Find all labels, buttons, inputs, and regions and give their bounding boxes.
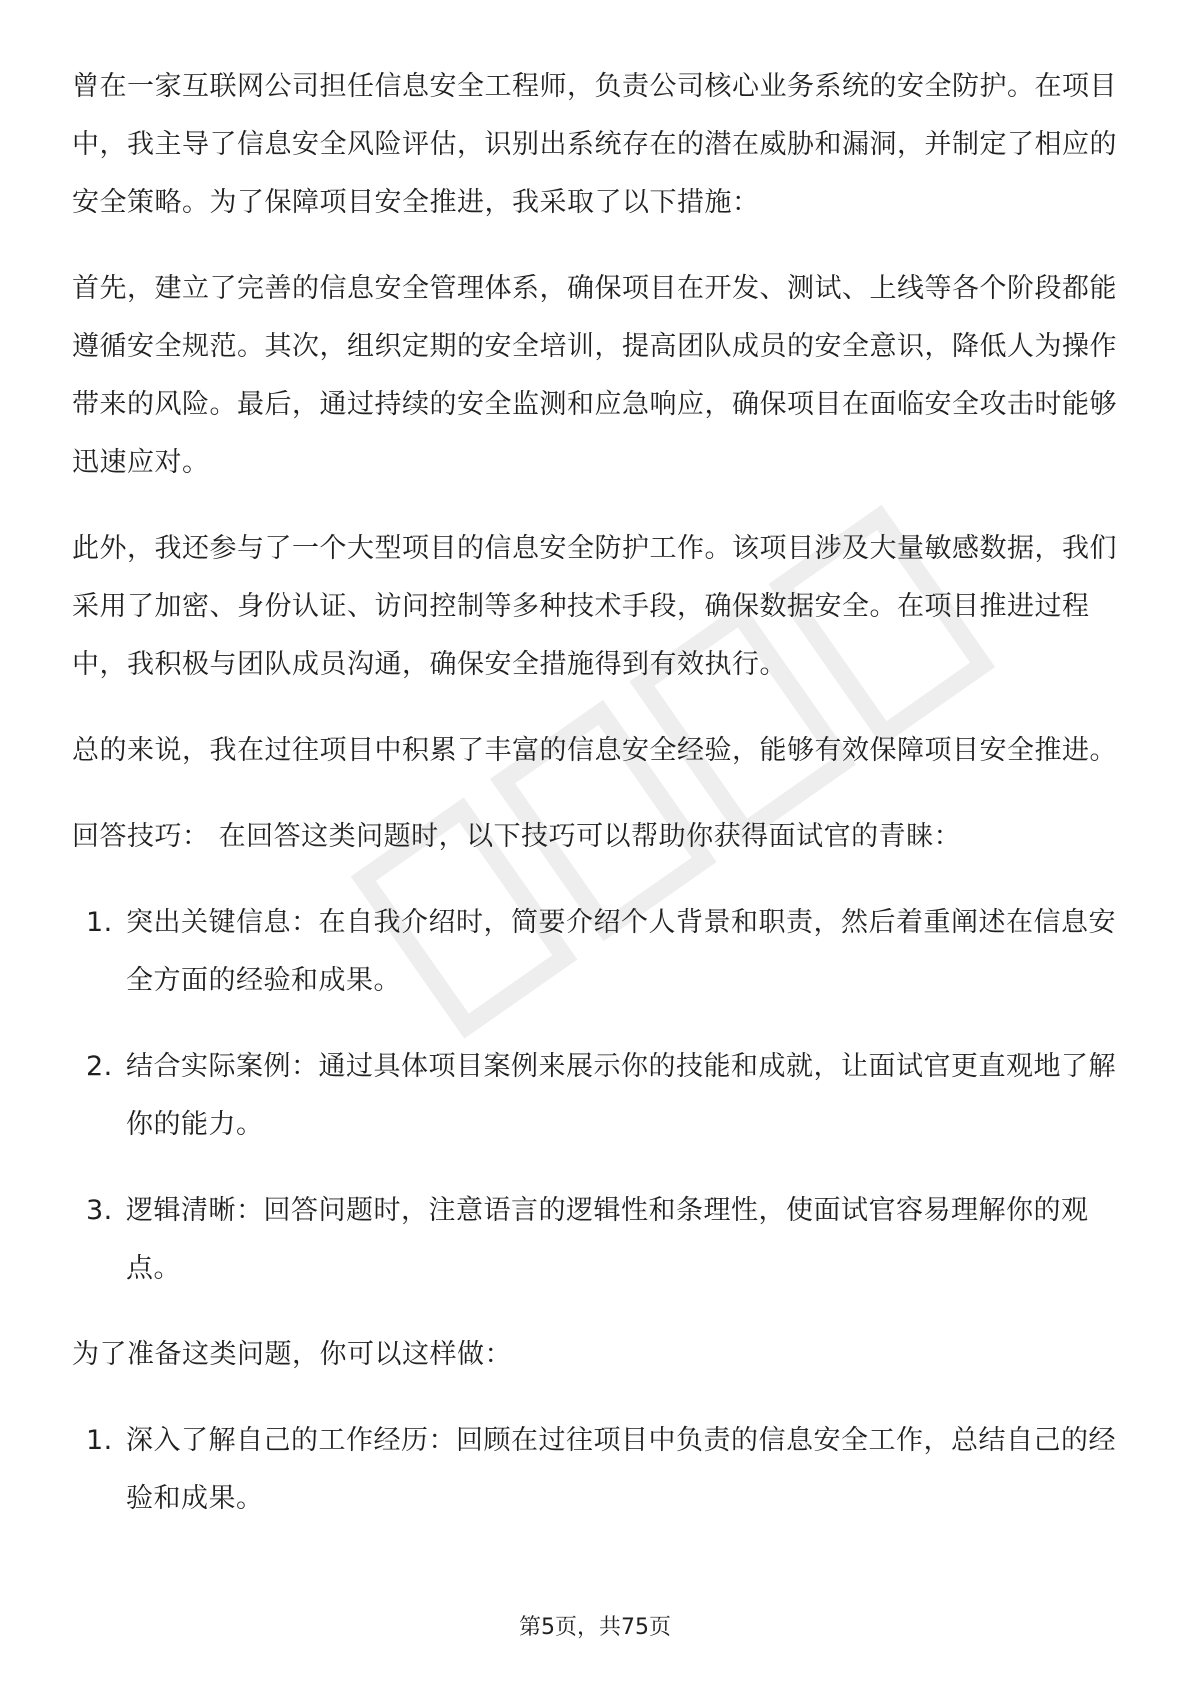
list-item — [72, 1182, 1122, 1298]
paragraph-prepare-intro: 为了准备这类问题，你可以这样做： — [72, 1339, 512, 1370]
page-number-footer: 第5页，共75页 — [519, 1615, 671, 1640]
tips-list — [72, 894, 1122, 1298]
paragraph-measures: 首先，建立了完善的信息安全管理体系，确保项目在开发、测试、上线等各个阶段都能遵循安全规范。其次，组织定期的安全培训，提高团队成员的安全意识，降低人为操作带来的风险。最后，通过持续的安全监测和应急响应，确保项目在面临安全攻击时能够迅速应对。 — [72, 273, 1117, 478]
paragraph-tips-intro: 回答技巧： 在回答这类问题时，以下技巧可以帮助你获得面试官的青睐： — [72, 821, 962, 852]
paragraph-summary: 总的来说，我在过往项目中积累了丰富的信息安全经验，能够有效保障项目安全推进。 — [72, 735, 1117, 766]
paragraph-experience: 曾在一家互联网公司担任信息安全工程师，负责公司核心业务系统的安全防护。在项目中，我主导了信息安全风险评估，识别出系统存在的潜在威胁和漏洞，并制定了相应的安全策略。为了保障项目安全推进，我采取了以下措施： — [72, 71, 1117, 218]
list-text: 逻辑清晰：回答问题时，注意语言的逻辑性和条理性，使面试官容易理解你的观点。 — [126, 1195, 1089, 1284]
list-text: 结合实际案例：通过具体项目案例来展示你的技能和成就，让面试官更直观地了解你的能力。 — [126, 1051, 1116, 1140]
list-text: 深入了解自己的工作经历：回顾在过往项目中负责的信息安全工作，总结自己的经验和成果。 — [126, 1425, 1116, 1514]
list-number: 1. — [86, 907, 113, 938]
list-number: 2. — [86, 1051, 113, 1082]
document-body — [72, 58, 1122, 1556]
list-item — [72, 1412, 1122, 1528]
list-number: 3. — [86, 1195, 113, 1226]
list-item — [72, 1038, 1122, 1154]
paragraph-additional: 此外，我还参与了一个大型项目的信息安全防护工作。该项目涉及大量敏感数据，我们采用了加密、身份认证、访问控制等多种技术手段，确保数据安全。在项目推进过程中，我积极与团队成员沟通，确保安全措施得到有效执行。 — [72, 533, 1117, 680]
list-number: 1. — [86, 1425, 113, 1456]
list-text: 突出关键信息：在自我介绍时，简要介绍个人背景和职责，然后着重阐述在信息安全方面的经验和成果。 — [126, 907, 1116, 996]
list-item — [72, 894, 1122, 1010]
prepare-list — [72, 1412, 1122, 1528]
